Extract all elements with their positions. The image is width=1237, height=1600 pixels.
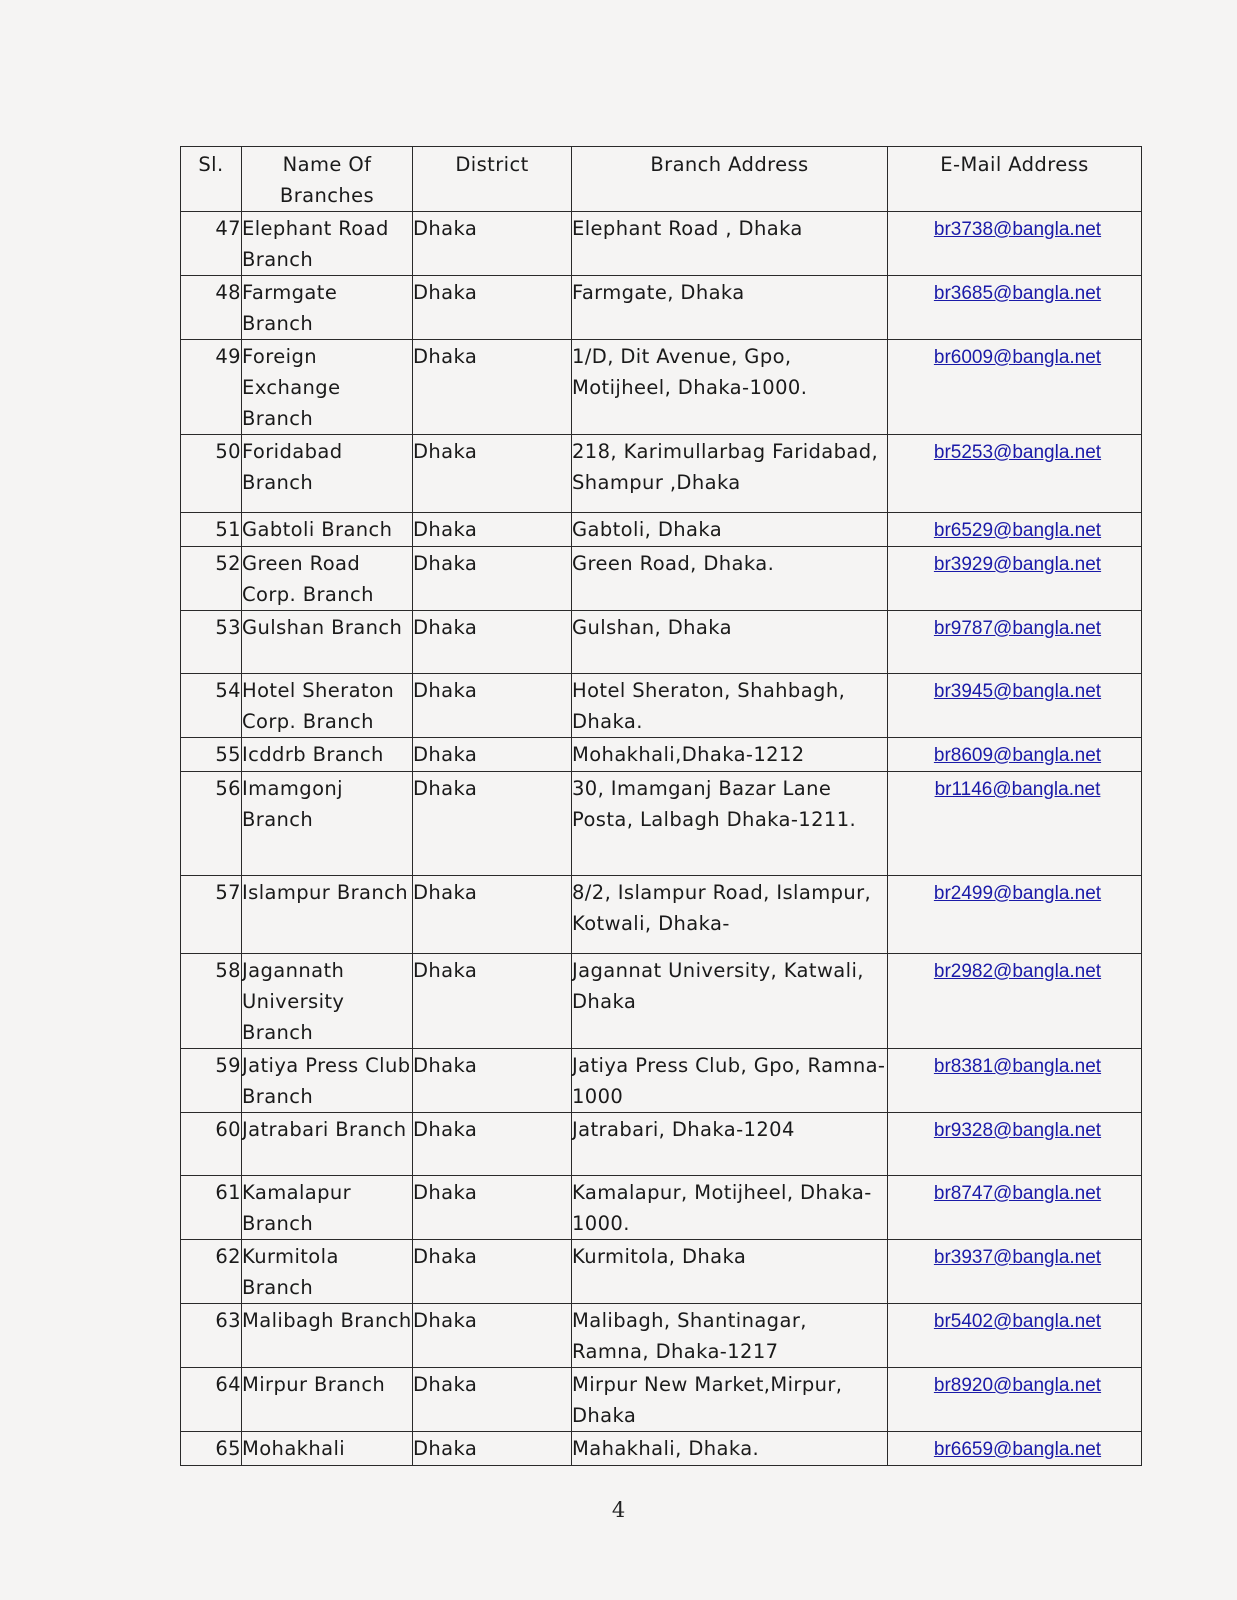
row-address: Jatiya Press Club, Gpo, Ramna-1000 <box>572 1049 888 1113</box>
row-branch-name: Jatiya Press Club Branch <box>242 1049 413 1113</box>
email-link[interactable]: br8609@bangla.net <box>933 745 1102 766</box>
row-email-cell <box>888 212 1142 276</box>
row-branch-name: Jatrabari Branch <box>242 1113 413 1176</box>
row-email-cell <box>888 772 1142 876</box>
row-district: Dhaka <box>413 340 572 435</box>
row-branch-name: Icddrb Branch <box>242 738 413 772</box>
table-row <box>181 772 1142 876</box>
row-sl: 57 <box>181 876 242 954</box>
branch-table <box>180 146 1142 1466</box>
row-address: Mirpur New Market,Mirpur, Dhaka <box>572 1368 888 1432</box>
row-email-cell <box>888 276 1142 340</box>
email-link[interactable]: br2499@bangla.net <box>933 883 1102 904</box>
row-district: Dhaka <box>413 1368 572 1432</box>
row-address: Mohakhali,Dhaka-1212 <box>572 738 888 772</box>
email-link[interactable]: br1146@bangla.net <box>934 779 1101 800</box>
email-link[interactable]: br9787@bangla.net <box>933 618 1102 639</box>
row-branch-name: Mirpur Branch <box>242 1368 413 1432</box>
row-sl: 50 <box>181 435 242 513</box>
table-row <box>181 212 1142 276</box>
row-district: Dhaka <box>413 1176 572 1240</box>
row-sl: 64 <box>181 1368 242 1432</box>
row-branch-name: Foreign Exchange Branch <box>242 340 413 435</box>
row-address: Gabtoli, Dhaka <box>572 513 888 547</box>
email-link[interactable]: br3937@bangla.net <box>933 1247 1102 1268</box>
row-branch-name: Green Road Corp. Branch <box>242 547 413 611</box>
row-district: Dhaka <box>413 435 572 513</box>
row-email-cell <box>888 611 1142 674</box>
email-link[interactable]: br8920@bangla.net <box>933 1375 1102 1396</box>
row-address: Green Road, Dhaka. <box>572 547 888 611</box>
row-email-cell <box>888 435 1142 513</box>
table-row <box>181 954 1142 1049</box>
row-email-cell <box>888 340 1142 435</box>
row-district: Dhaka <box>413 1432 572 1466</box>
row-district: Dhaka <box>413 772 572 876</box>
email-link[interactable]: br6659@bangla.net <box>933 1439 1102 1460</box>
header-address: Branch Address <box>572 147 888 212</box>
row-sl: 54 <box>181 674 242 738</box>
row-email-cell <box>888 1240 1142 1304</box>
email-link[interactable]: br8381@bangla.net <box>933 1056 1102 1077</box>
row-address: Malibagh, Shantinagar, Ramna, Dhaka-1217 <box>572 1304 888 1368</box>
header-name: Name Of Branches <box>242 147 413 212</box>
table-row <box>181 1304 1142 1368</box>
row-district: Dhaka <box>413 1113 572 1176</box>
table-row <box>181 340 1142 435</box>
row-sl: 53 <box>181 611 242 674</box>
row-sl: 55 <box>181 738 242 772</box>
row-address: Farmgate, Dhaka <box>572 276 888 340</box>
row-sl: 47 <box>181 212 242 276</box>
row-address: Elephant Road , Dhaka <box>572 212 888 276</box>
row-sl: 51 <box>181 513 242 547</box>
row-district: Dhaka <box>413 1240 572 1304</box>
row-district: Dhaka <box>413 611 572 674</box>
row-sl: 49 <box>181 340 242 435</box>
row-address: Jatrabari, Dhaka-1204 <box>572 1113 888 1176</box>
row-branch-name: Kamalapur Branch <box>242 1176 413 1240</box>
table-header-row <box>181 147 1142 212</box>
table-row <box>181 1368 1142 1432</box>
row-email-cell <box>888 674 1142 738</box>
table-row <box>181 435 1142 513</box>
row-district: Dhaka <box>413 674 572 738</box>
email-link[interactable]: br6009@bangla.net <box>933 347 1102 368</box>
table-row <box>181 1113 1142 1176</box>
row-district: Dhaka <box>413 954 572 1049</box>
table-row <box>181 876 1142 954</box>
email-link[interactable]: br3945@bangla.net <box>933 681 1102 702</box>
row-district: Dhaka <box>413 876 572 954</box>
header-sl: Sl. <box>181 147 242 212</box>
email-link[interactable]: br8747@bangla.net <box>933 1183 1102 1204</box>
row-email-cell <box>888 1049 1142 1113</box>
row-branch-name: Imamgonj Branch <box>242 772 413 876</box>
row-address: 30, Imamganj Bazar Lane Posta, Lalbagh Dhaka-1211. <box>572 772 888 876</box>
row-branch-name: Mohakhali <box>242 1432 413 1466</box>
row-branch-name: Islampur Branch <box>242 876 413 954</box>
row-district: Dhaka <box>413 547 572 611</box>
header-district: District <box>413 147 572 212</box>
row-address: Jagannat University, Katwali, Dhaka <box>572 954 888 1049</box>
row-branch-name: Foridabad Branch <box>242 435 413 513</box>
row-branch-name: Kurmitola Branch <box>242 1240 413 1304</box>
row-sl: 63 <box>181 1304 242 1368</box>
header-email: E-Mail Address <box>888 147 1142 212</box>
row-district: Dhaka <box>413 513 572 547</box>
row-district: Dhaka <box>413 276 572 340</box>
table-row <box>181 1049 1142 1113</box>
table-row <box>181 674 1142 738</box>
email-link[interactable]: br9328@bangla.net <box>933 1120 1102 1141</box>
email-link[interactable]: br3929@bangla.net <box>933 554 1102 575</box>
row-email-cell <box>888 1113 1142 1176</box>
email-link[interactable]: br3738@bangla.net <box>933 219 1102 240</box>
row-sl: 58 <box>181 954 242 1049</box>
email-link[interactable]: br5253@bangla.net <box>933 442 1102 463</box>
email-link[interactable]: br6529@bangla.net <box>933 520 1102 541</box>
table-row <box>181 1176 1142 1240</box>
row-branch-name: Jagannath University Branch <box>242 954 413 1049</box>
row-address: 218, Karimullarbag Faridabad, Shampur ,Dhaka <box>572 435 888 513</box>
row-email-cell <box>888 1432 1142 1466</box>
table-row <box>181 1240 1142 1304</box>
row-email-cell <box>888 954 1142 1049</box>
row-address: Kurmitola, Dhaka <box>572 1240 888 1304</box>
row-branch-name: Elephant Road Branch <box>242 212 413 276</box>
row-sl: 56 <box>181 772 242 876</box>
row-branch-name: Gulshan Branch <box>242 611 413 674</box>
row-address: Gulshan, Dhaka <box>572 611 888 674</box>
table-row <box>181 547 1142 611</box>
table-row <box>181 513 1142 547</box>
row-district: Dhaka <box>413 1304 572 1368</box>
row-branch-name: Gabtoli Branch <box>242 513 413 547</box>
row-branch-name: Malibagh Branch <box>242 1304 413 1368</box>
row-email-cell <box>888 1368 1142 1432</box>
row-sl: 52 <box>181 547 242 611</box>
page-number: 4 <box>611 1498 626 1522</box>
row-address: Mahakhali, Dhaka. <box>572 1432 888 1466</box>
row-address: 8/2, Islampur Road, Islampur, Kotwali, Dhaka- <box>572 876 888 954</box>
row-branch-name: Hotel Sheraton Corp. Branch <box>242 674 413 738</box>
row-sl: 60 <box>181 1113 242 1176</box>
row-sl: 59 <box>181 1049 242 1113</box>
row-email-cell <box>888 738 1142 772</box>
table-row <box>181 1432 1142 1466</box>
row-address: 1/D, Dit Avenue, Gpo, Motijheel, Dhaka-1000. <box>572 340 888 435</box>
table-row <box>181 276 1142 340</box>
email-link[interactable]: br5402@bangla.net <box>933 1311 1102 1332</box>
row-sl: 48 <box>181 276 242 340</box>
row-address: Hotel Sheraton, Shahbagh, Dhaka. <box>572 674 888 738</box>
row-email-cell <box>888 1176 1142 1240</box>
row-email-cell <box>888 513 1142 547</box>
table-row <box>181 611 1142 674</box>
row-email-cell <box>888 547 1142 611</box>
row-email-cell <box>888 1304 1142 1368</box>
table-row <box>181 738 1142 772</box>
row-address: Kamalapur, Motijheel, Dhaka-1000. <box>572 1176 888 1240</box>
row-sl: 62 <box>181 1240 242 1304</box>
email-link[interactable]: br3685@bangla.net <box>933 283 1102 304</box>
row-sl: 65 <box>181 1432 242 1466</box>
row-email-cell <box>888 876 1142 954</box>
email-link[interactable]: br2982@bangla.net <box>933 961 1102 982</box>
row-district: Dhaka <box>413 212 572 276</box>
row-district: Dhaka <box>413 738 572 772</box>
row-district: Dhaka <box>413 1049 572 1113</box>
row-sl: 61 <box>181 1176 242 1240</box>
row-branch-name: Farmgate Branch <box>242 276 413 340</box>
